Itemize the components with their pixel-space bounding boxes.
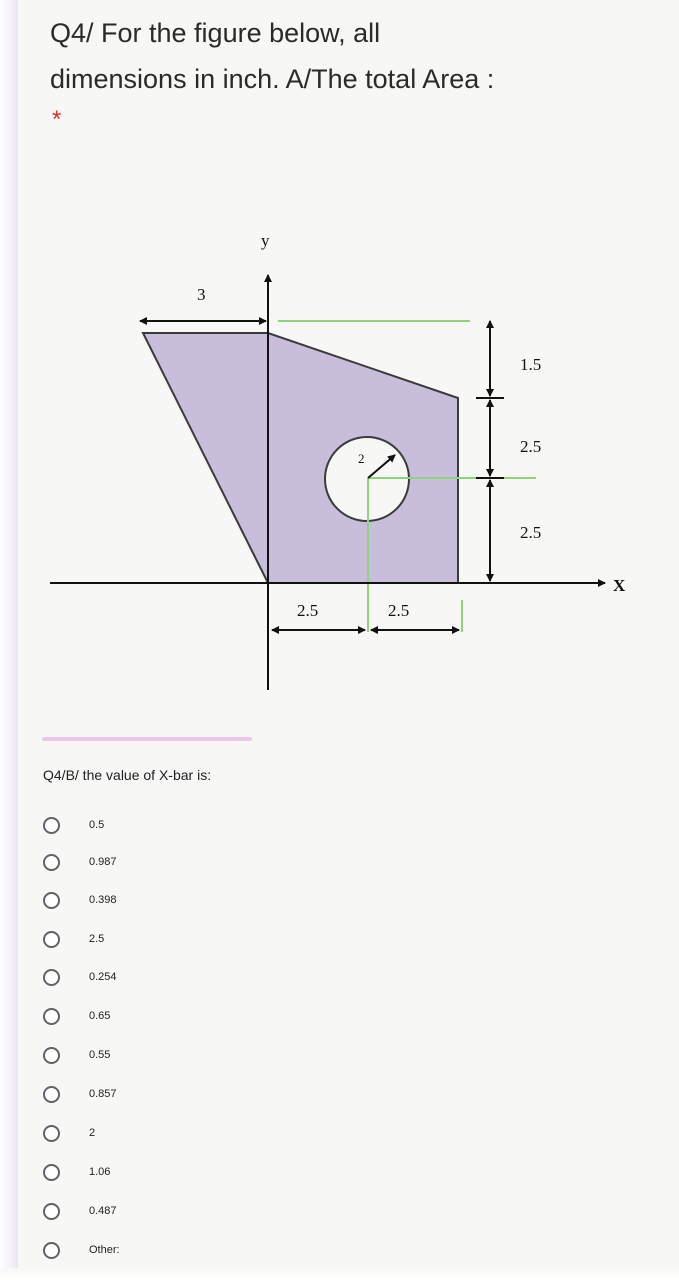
radio-icon[interactable]: [43, 931, 60, 948]
option-label: 0.487: [89, 1205, 117, 1217]
question-title: [50, 10, 610, 102]
option-0-254[interactable]: [40, 964, 340, 990]
radio-icon[interactable]: [43, 1242, 60, 1259]
option-label: Other:: [89, 1244, 120, 1256]
required-marker: *: [52, 106, 62, 133]
shaded-shape: [143, 333, 458, 583]
bottom-fade: [0, 1268, 679, 1280]
dim-right-bottom-label: 2.5: [520, 523, 542, 542]
radio-icon[interactable]: [43, 854, 60, 871]
radio-icon[interactable]: [43, 969, 60, 986]
option-label: 0.987: [89, 856, 117, 868]
question-title-line-2: dimensions in inch. A/The total Area :: [50, 64, 495, 94]
radio-icon[interactable]: [43, 892, 60, 909]
radius-arrow: [368, 455, 395, 478]
option-label: 2: [89, 1127, 96, 1139]
option-0-55[interactable]: [40, 1042, 340, 1068]
option-label: 0.398: [89, 894, 117, 906]
y-axis-label: y: [261, 231, 270, 250]
dim-right-middle-label: 2.5: [520, 437, 542, 456]
section-divider: [42, 737, 252, 741]
figure-svg: [0, 220, 679, 690]
dim-top-width-label: 3: [197, 285, 206, 304]
option-0-857[interactable]: [40, 1081, 340, 1107]
option-2-5[interactable]: [40, 926, 340, 952]
option-2[interactable]: [40, 1120, 340, 1146]
dim-bottom-right-label: 2.5: [388, 601, 410, 620]
option-label: 2.5: [89, 933, 105, 945]
radio-icon[interactable]: [43, 817, 60, 834]
radio-icon[interactable]: [43, 1203, 60, 1220]
option-other[interactable]: [40, 1237, 340, 1263]
radio-icon[interactable]: [43, 1164, 60, 1181]
radio-icon[interactable]: [43, 1086, 60, 1103]
option-0-987[interactable]: [40, 849, 340, 875]
hole-radius-label: 2: [358, 451, 365, 466]
option-0-487[interactable]: [40, 1198, 340, 1224]
right-dimension-arrows: [476, 321, 504, 581]
sub-question-text: Q4/B/ the value of X-bar is:: [43, 767, 212, 783]
option-label: 1.06: [89, 1166, 111, 1178]
option-label: 0.5: [89, 819, 105, 831]
option-label: 0.65: [89, 1010, 111, 1022]
option-label: 0.254: [89, 971, 117, 983]
option-1-06[interactable]: [40, 1159, 340, 1185]
option-0-5[interactable]: [40, 812, 340, 838]
radio-icon[interactable]: [43, 1008, 60, 1025]
question-title-line-1: Q4/ For the figure below, all: [50, 18, 381, 48]
option-label: 0.857: [89, 1088, 117, 1100]
option-label: 0.55: [89, 1049, 111, 1061]
radio-icon[interactable]: [43, 1125, 60, 1142]
dim-bottom-left-label: 2.5: [297, 601, 319, 620]
x-axis-label: X: [613, 576, 626, 595]
question-figure: [0, 220, 679, 690]
dim-right-top-label: 1.5: [520, 355, 542, 374]
radio-icon[interactable]: [43, 1047, 60, 1064]
option-0-398[interactable]: [40, 887, 340, 913]
corner-artifact: [603, 16, 673, 36]
option-0-65[interactable]: [40, 1003, 340, 1029]
